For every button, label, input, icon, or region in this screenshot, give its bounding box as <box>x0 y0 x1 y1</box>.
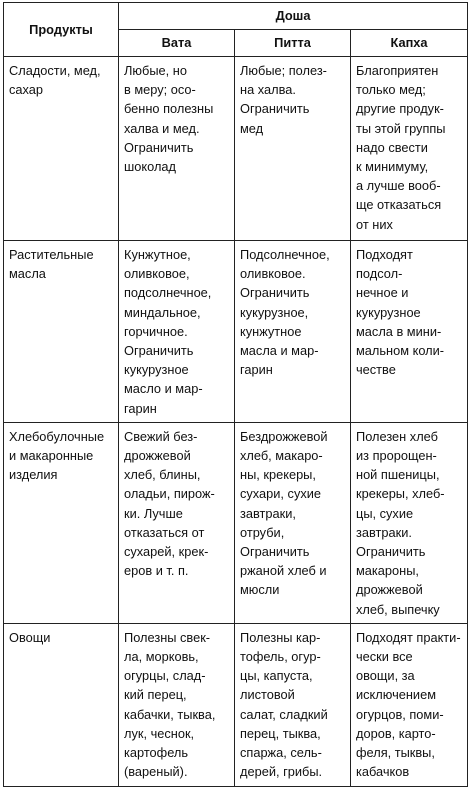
cell-kapha: Подходят практи- чески все овощи, за исключением огурцов, поми- доров, карто- феля, тыквы, кабачков <box>351 623 468 786</box>
cell-pitta: Полезны кар- тофель, огур- цы, капуста, листовой салат, сладкий перец, тыква, спаржа, сель- дерей, грибы. <box>235 623 351 786</box>
cell-vata: Любые, но в меру; осо- бенно полезны халва и мед. Ограничить шоколад <box>119 57 235 241</box>
cell-vata: Полезны свек- ла, морковь, огурцы, слад- кий перец, кабачки, тыква, лук, чеснок, картофель (вареный). <box>119 623 235 786</box>
cell-kapha: Подходят подсол- нечное и кукурузное масла в мини- мальном коли- честве <box>351 241 468 423</box>
cell-kapha: Благоприятен только мед; другие продук- ты этой группы надо свести к минимуму, а лучше вооб- ще отказаться от них <box>351 57 468 241</box>
cell-vata: Свежий без- дрожжевой хлеб, блины, оладьи, пирож- ки. Лучше отказаться от сухарей, крек- еров и т. п. <box>119 422 235 623</box>
table-row <box>4 623 468 786</box>
header-kapha: Капха <box>351 30 468 57</box>
cell-product: Хлебобулочные и макаронные изделия <box>4 422 119 623</box>
cell-kapha: Полезен хлеб из пророщен- ной пшеницы, крекеры, хлеб- цы, сухие завтраки. Ограничить макароны, дрожжевой хлеб, выпечку <box>351 422 468 623</box>
table-row <box>4 422 468 623</box>
dosha-food-table <box>3 2 468 787</box>
cell-pitta: Бездрожжевой хлеб, макаро- ны, крекеры, сухари, сухие завтраки, отруби, Ограничить ржаной хлеб и мюсли <box>235 422 351 623</box>
cell-pitta: Подсолнечное, оливковое. Ограничить кукурузное, кунжутное масла и мар- гарин <box>235 241 351 423</box>
table-header-row <box>4 3 468 30</box>
cell-pitta: Любые; полез- на халва. Ограничить мед <box>235 57 351 241</box>
header-dosha: Доша <box>119 3 468 30</box>
header-products: Продукты <box>4 3 119 57</box>
header-vata: Вата <box>119 30 235 57</box>
cell-vata: Кунжутное, оливковое, подсолнечное, миндальное, горчичное. Ограничить кукурузное масло и мар- гарин <box>119 241 235 423</box>
cell-product: Растительные масла <box>4 241 119 423</box>
header-pitta: Питта <box>235 30 351 57</box>
cell-product: Овощи <box>4 623 119 786</box>
table-row <box>4 241 468 423</box>
table-row <box>4 57 468 241</box>
cell-product: Сладости, мед, сахар <box>4 57 119 241</box>
